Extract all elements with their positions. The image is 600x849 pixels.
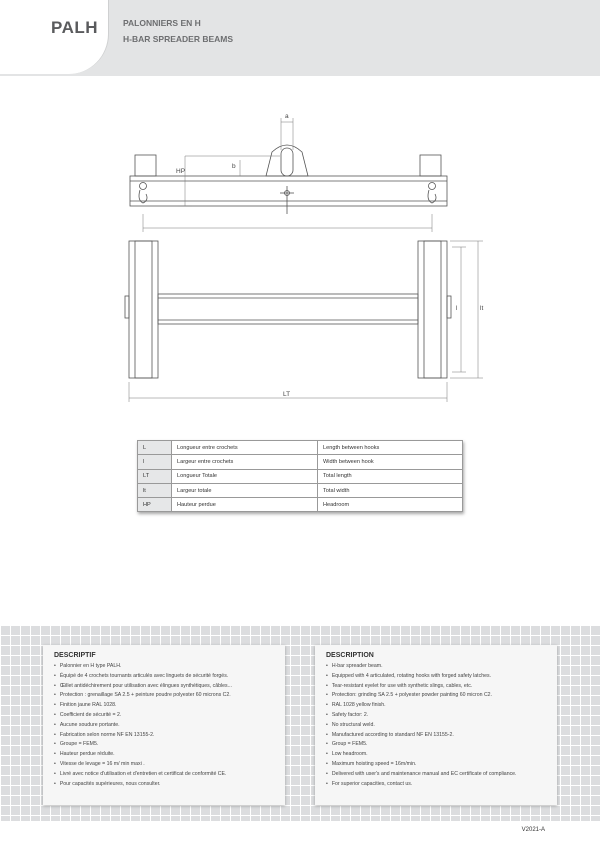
list-item: • Pour capacités supérieures, nous consulter.: [54, 780, 282, 790]
version-label: V2021-A: [521, 827, 545, 833]
end-bar-right: [418, 241, 447, 378]
legend-english: Width between hook: [318, 455, 463, 469]
list-item: • Groupe = FEM5.: [54, 740, 282, 750]
list-item: • Hauteur perdue réduite.: [54, 750, 282, 760]
end-bar-left: [129, 241, 158, 378]
table-row: [138, 498, 463, 512]
list-item: • Group = FEM5.: [326, 740, 554, 750]
descriptif-panel: [43, 645, 285, 805]
title-english: H-BAR SPREADER BEAMS: [123, 34, 234, 44]
list-item: • Aucune soudure portante.: [54, 721, 282, 731]
list-item: • Equipped with 4 articulated, rotating hooks with forged safety latches.: [326, 672, 554, 682]
table-row: [138, 455, 463, 469]
dim-label-b: b: [232, 163, 236, 170]
list-item: • Safety factor: 2.: [326, 711, 554, 721]
dimension-legend-table: [137, 440, 463, 512]
legend-french: Longueur Totale: [172, 469, 318, 483]
title-french: PALONNIERS EN H: [123, 18, 201, 28]
dim-label-a: a: [285, 113, 289, 120]
list-item: • Low headroom.: [326, 750, 554, 760]
product-code: PALH: [51, 18, 99, 37]
legend-english: Total length: [318, 469, 463, 483]
dim-label-l: l: [456, 305, 458, 312]
description-heading: DESCRIPTION: [326, 652, 374, 659]
lifting-eye: [266, 145, 308, 176]
list-item: • Livré avec notice d'utilisation et d'entretien et certificat de conformité CE.: [54, 770, 282, 780]
legend-english: Headroom: [318, 498, 463, 512]
list-item: • For superior capacities, contact us.: [326, 780, 554, 790]
description-panel: [315, 645, 557, 805]
list-item: • Protection : grenaillage SA 2.5 + peinture poudre polyester 60 microns C2.: [54, 691, 282, 701]
legend-english: Total width: [318, 483, 463, 497]
list-item: • Finition jaune RAL 1028.: [54, 701, 282, 711]
list-item: • Palonnier en H type PALH.: [54, 662, 282, 672]
list-item: • Manufactured according to standard NF EN 13155-2.: [326, 731, 554, 741]
list-item: • Maximum hoisting speed = 16m/min.: [326, 760, 554, 770]
list-item: • Delivered with user's and maintenance manual and EC certificate of compliance.: [326, 770, 554, 780]
table-row: [138, 441, 463, 455]
hook-right: [428, 183, 436, 204]
list-item: • No structural weld.: [326, 721, 554, 731]
table-row: [138, 483, 463, 497]
legend-symbol: HP: [138, 498, 172, 512]
descriptif-heading: DESCRIPTIF: [54, 652, 96, 659]
legend-french: Hauteur perdue: [172, 498, 318, 512]
end-block-right: [420, 155, 441, 176]
legend-symbol: l: [138, 455, 172, 469]
list-item: • Protection: grinding SA 2.5 + polyester powder painting 60 micron C2.: [326, 691, 554, 701]
legend-french: Longueur entre crochets: [172, 441, 318, 455]
list-item: • RAL 1028 yellow finish.: [326, 701, 554, 711]
legend-english: Length between hooks: [318, 441, 463, 455]
list-item: • Coefficient de sécurité = 2.: [54, 711, 282, 721]
central-beam: [158, 294, 418, 324]
list-item: • Vitesse de levage = 16 m/ min maxi .: [54, 760, 282, 770]
hook-left: [139, 183, 147, 204]
legend-symbol: LT: [138, 469, 172, 483]
description-list: [326, 662, 554, 789]
eye-slot: [281, 148, 293, 176]
descriptif-list: [54, 662, 282, 789]
table-row: [138, 469, 463, 483]
legend-symbol: lt: [138, 483, 172, 497]
list-item: • Fabrication selon norme NF EN 13155-2.: [54, 731, 282, 741]
legend-symbol: L: [138, 441, 172, 455]
dim-label-lt: lt: [480, 305, 484, 312]
dim-label-LT: LT: [283, 391, 291, 398]
technical-drawing: [0, 0, 600, 420]
end-block-left: [135, 155, 156, 176]
list-item: • Œillet antidéchirement pour utilisation avec élingues synthétiques, câbles...: [54, 682, 282, 692]
list-item: • Tear-resistant eyelet for use with synthetic slings, cables, etc.: [326, 682, 554, 692]
list-item: • Équipé de 4 crochets tournants articulés avec linguets de sécurité forgés.: [54, 672, 282, 682]
legend-french: Largeur totale: [172, 483, 318, 497]
list-item: • H-bar spreader beam.: [326, 662, 554, 672]
dim-label-hp: HP: [176, 168, 186, 175]
legend-french: Largeur entre crochets: [172, 455, 318, 469]
